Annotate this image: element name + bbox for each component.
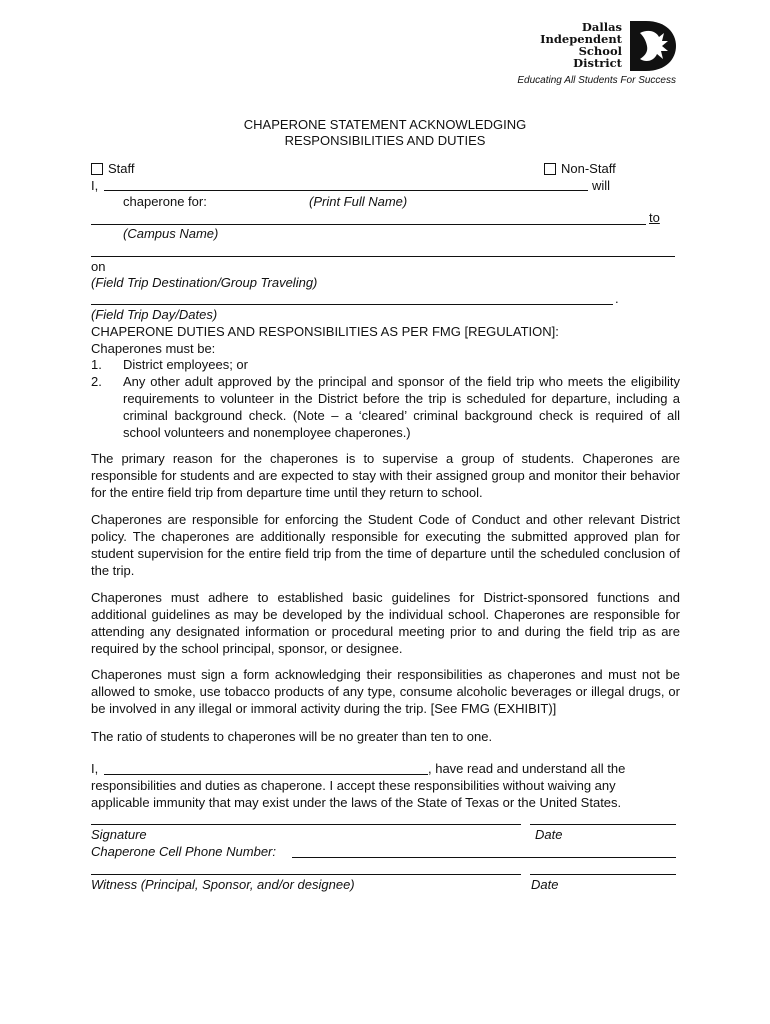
phone-label: Chaperone Cell Phone Number: (91, 844, 276, 859)
paragraph-4: Chaperones must sign a form acknowledging their responsibilities as chaperones and must not be allowed to smoke, use tobacco products of any type, consume alcoholic beverages or illegal drugs, or be involved in any illegal or immoral activity during the trip. [See FMG (EXHIBIT)] (91, 667, 680, 716)
nonstaff-option[interactable] (544, 161, 616, 177)
campus-caption: (Campus Name) (123, 226, 219, 241)
district-logo-text (540, 21, 622, 69)
nonstaff-label: Non-Staff (561, 161, 616, 176)
item-2-text: Any other adult approved by the principal and sponsor of the field trip who meets the eligibility requirements to volunteer in the District before the trip is scheduled for departure, including a criminal background check. (Note – a ‘cleared’ criminal background check is required of all school volunteers and nonemployee chaperones.) (123, 374, 680, 440)
dates-field[interactable] (91, 304, 613, 305)
full-name-field[interactable] (104, 190, 588, 191)
ack-name-field[interactable] (104, 774, 428, 775)
witness-date-caption: Date (531, 877, 559, 892)
to-label: to (649, 210, 660, 225)
paragraph-5: The ratio of students to chaperones will be no greater than ten to one. (91, 729, 493, 744)
phone-field[interactable] (292, 857, 676, 858)
signature-date-field[interactable] (530, 824, 676, 825)
staff-checkbox[interactable] (91, 163, 103, 175)
ack-i-label: I, (91, 761, 99, 776)
page-title-line-1: CHAPERONE STATEMENT ACKNOWLEDGING (243, 117, 527, 132)
paragraph-3: Chaperones must adhere to established basic guidelines for District-sponsored functions and additional guidelines as may be developed by the individual school. Chaperones are responsible for attending any designated information or procedural meeting prior to and during the field trip as are required by the school principal, sponsor, or designee. (91, 590, 680, 656)
duties-heading: CHAPERONE DUTIES AND RESPONSIBILITIES AS PER FMG [REGULATION]: (91, 324, 559, 339)
on-label: on (91, 259, 106, 274)
item-1-number: 1. (91, 357, 102, 372)
logo-line-4: District (573, 56, 622, 70)
item-2-number: 2. (91, 374, 102, 389)
paragraph-1: The primary reason for the chaperones is to supervise a group of students. Chaperones are responsible for students and are expected to stay with their assigned group and monitor their behavior for the entire field trip from departure time until they return to school. (91, 451, 680, 500)
must-be-label: Chaperones must be: (91, 341, 216, 356)
signature-date-caption: Date (535, 827, 563, 842)
staff-option[interactable] (91, 161, 135, 177)
district-emblem-icon (626, 19, 678, 73)
logo-line-1: Dallas (581, 20, 622, 34)
paragraph-2: Chaperones are responsible for enforcing the Student Code of Conduct and other relevant District policy. The chaperones are additionally responsible for executing the submitted approved plan for student supervision for the entire field trip from the time of departure until the scheduled conclusion of the trip. (91, 512, 680, 578)
tagline: Educating All Students For Success (517, 75, 676, 86)
nonstaff-checkbox[interactable] (544, 163, 556, 175)
witness-caption: Witness (Principal, Sponsor, and/or designee) (91, 877, 355, 892)
destination-field[interactable] (91, 256, 675, 257)
chaperone-for-label: chaperone for: (123, 194, 207, 209)
ack-line-2: responsibilities and duties as chaperone. I accept these responsibilities without waiving any (91, 778, 616, 793)
campus-field[interactable] (91, 224, 646, 225)
dates-period: . (615, 291, 619, 306)
logo-line-2: Independent (540, 32, 622, 46)
witness-date-field[interactable] (530, 874, 676, 875)
ack-have-read: , have read and understand all the (428, 761, 626, 776)
signature-field[interactable] (91, 824, 521, 825)
signature-caption: Signature (91, 827, 147, 842)
staff-label: Staff (108, 161, 135, 176)
witness-field[interactable] (91, 874, 521, 875)
i-label: I, (91, 178, 99, 193)
print-name-caption: (Print Full Name) (309, 194, 408, 209)
page-title-line-2: RESPONSIBILITIES AND DUTIES (284, 133, 486, 148)
logo-line-3: School (578, 44, 622, 58)
will-label: will (592, 178, 611, 193)
destination-caption: (Field Trip Destination/Group Traveling) (91, 275, 318, 290)
item-1-text: District employees; or (123, 357, 248, 372)
ack-line-3: applicable immunity that may exist under the laws of the State of Texas or the United States. (91, 795, 622, 810)
dates-caption: (Field Trip Day/Dates) (91, 307, 218, 322)
